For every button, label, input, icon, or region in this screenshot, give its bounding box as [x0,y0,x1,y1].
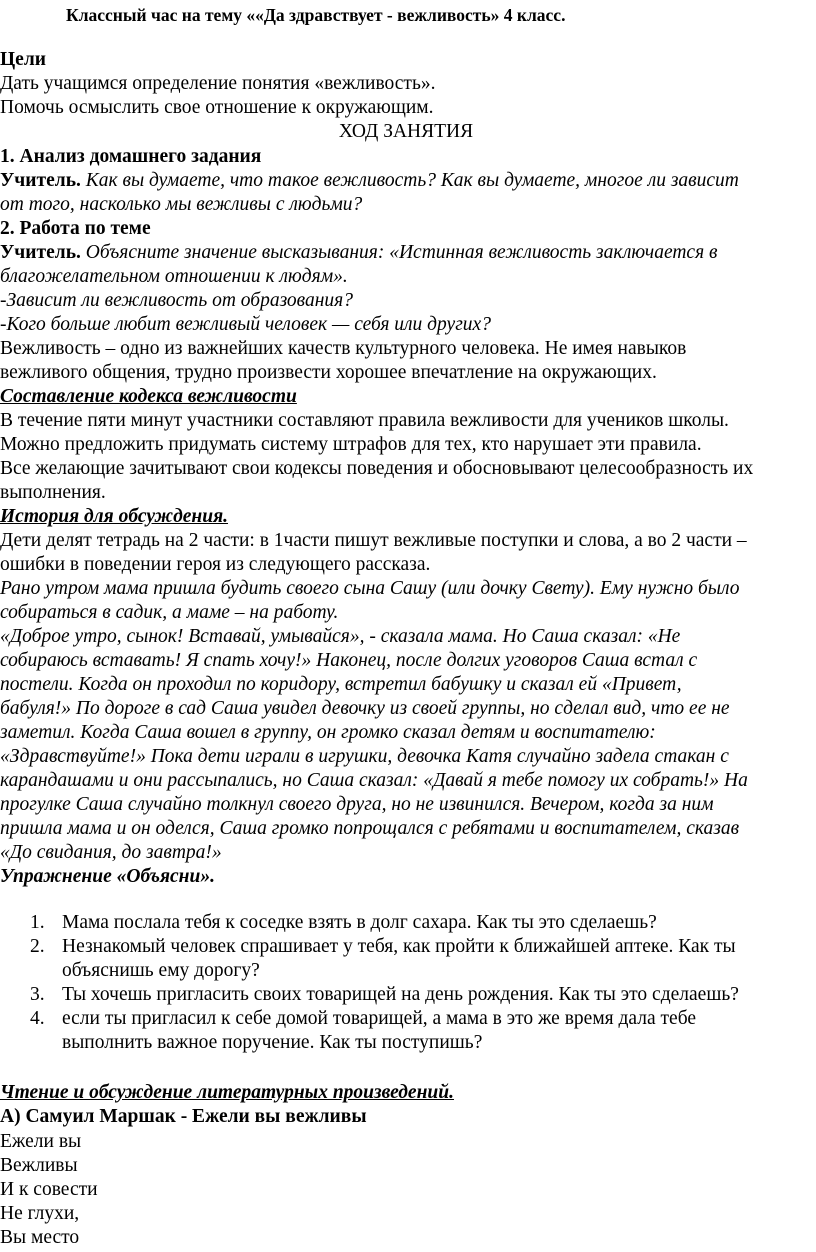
list-item-text: Ты хочешь пригласить своих товарищей на день рождения. Как ты это сделаешь? [62,984,739,1005]
section2-heading: 2. Работа по теме [0,218,151,239]
list-item-number: 2. [30,936,45,957]
codex-heading: Составление кодекса вежливости [0,386,297,407]
list-item-text: если ты пригласил к себе домой товарищей, а мама в это же время дала тебе [62,1008,697,1029]
exercise-list [0,911,812,1055]
poem-line: Ежели вы [0,1131,82,1152]
politeness-paragraph-line-1: Вежливость – одно из важнейших качеств культурного человека. Не имея навыков [0,338,687,359]
hod-heading: ХОД ЗАНЯТИЯ [338,121,474,142]
list-item-number: 3. [30,984,45,1005]
goal-line-1: Дать учащимся определение понятия «вежливость». [0,73,436,94]
story-intro-line-1: Дети делят тетрадь на 2 части: в 1части пишут вежливые поступки и слова, а во 2 части – [0,530,747,551]
question-1: -Зависит ли вежливость от образования? [0,290,353,311]
story-line: пришла мама и он оделся, Саша громко попрощался с ребятами и воспитателем, сказав [0,818,740,839]
reading-heading: Чтение и обсуждение литературных произведений. [0,1082,454,1103]
poem-line: И к совести [0,1179,98,1200]
section1-teacher-line [0,169,812,193]
codex-line-4: выполнения. [0,482,106,503]
section1-heading: 1. Анализ домашнего задания [0,146,262,167]
poem-line: Вы место [0,1227,80,1248]
story-heading: История для обсуждения. [0,506,229,527]
exercise-heading: Упражнение «Объясни». [0,866,215,887]
story-line: собираться в садик, а маме – на работу. [0,602,339,623]
codex-line-1: В течение пяти минут участники составляют правила вежливости для учеников школы. [0,410,729,431]
story-line: постели. Когда он проходил по коридору, встретил бабушку и сказал ей «Привет, [0,674,682,695]
list-item-text-cont: выполнить важное поручение. Как ты поступишь? [62,1032,483,1054]
question-2: -Кого больше любит вежливый человек — себя или других? [0,314,491,335]
teacher-question: Объясните значение высказывания: «Истинная вежливость заключается в [80,242,718,263]
list-item-text-cont: объяснишь ему дорогу? [62,960,260,982]
section1-teacher-line-2: от того, насколько мы вежливы с людьми? [0,194,363,215]
poem-line: Вежливы [0,1155,78,1176]
goal-line-2: Помочь осмыслить свое отношение к окружающим. [0,97,434,118]
story-intro-line-2: ошибки в поведении героя из следующего рассказа. [0,554,431,575]
poem-line: Не глухи, [0,1203,80,1224]
list-item-text: Мама послала тебя к соседке взять в долг сахара. Как ты это сделаешь? [62,912,657,933]
list-item [0,935,812,983]
list-item-number: 4. [30,1008,45,1029]
document-title: Классный час на тему ««Да здравствует - вежливость» 4 класс. [66,5,566,25]
story-line: «Здравствуйте!» Пока дети играли в игрушки, девочка Катя случайно задела стакан с [0,746,729,767]
story-line: «Доброе утро, сынок! Вставай, умывайся», - сказала мама. Но Саша сказал: «Не [0,626,681,647]
politeness-paragraph-line-2: вежливого общения, трудно произвести хорошее впечатление на окружающих. [0,362,657,383]
story-line: заметил. Когда Саша вошел в группу, он громко сказал детям и воспитателю: [0,722,656,743]
reading-subheading: А) Самуил Маршак - Ежели вы вежливы [0,1106,367,1127]
story-line: бабуля!» По дороге в сад Саша увидел девочку из своей группы, но сделал вид, что ее не [0,698,730,719]
story-line: «До свидания, до завтра!» [0,842,222,863]
list-item [0,983,812,1007]
list-item [0,911,812,935]
codex-line-3: Все желающие зачитывают свои кодексы поведения и обосновывают целесообразность их [0,458,754,479]
teacher-label: Учитель. [0,242,81,263]
story-line: карандашами и они рассыпались, но Саша сказал: «Давай я тебе помогу их собрать!» На [0,770,748,791]
section2-teacher-line [0,241,812,265]
teacher-label: Учитель. [0,170,81,191]
list-item-number: 1. [30,912,45,933]
story-line: прогулке Саша случайно толкнул своего друга, но не извинился. Вечером, когда за ним [0,794,714,815]
story-line: Рано утром мама пришла будить своего сына Сашу (или дочку Свету). Ему нужно было [0,578,740,599]
section2-teacher-line-2: благожелательном отношении к людям». [0,266,348,287]
codex-line-2: Можно предложить придумать систему штрафов для тех, кто нарушает эти правила. [0,434,702,455]
story-line: собираюсь вставать! Я спать хочу!» Наконец, после долгих уговоров Саша встал с [0,650,698,671]
goals-heading: Цели [0,49,46,70]
list-item [0,1007,812,1055]
teacher-question: Как вы думаете, что такое вежливость? Как вы думаете, многое ли зависит [80,170,739,191]
list-item-text: Незнакомый человек спрашивает у тебя, как пройти к ближайшей аптеке. Как ты [62,936,736,957]
